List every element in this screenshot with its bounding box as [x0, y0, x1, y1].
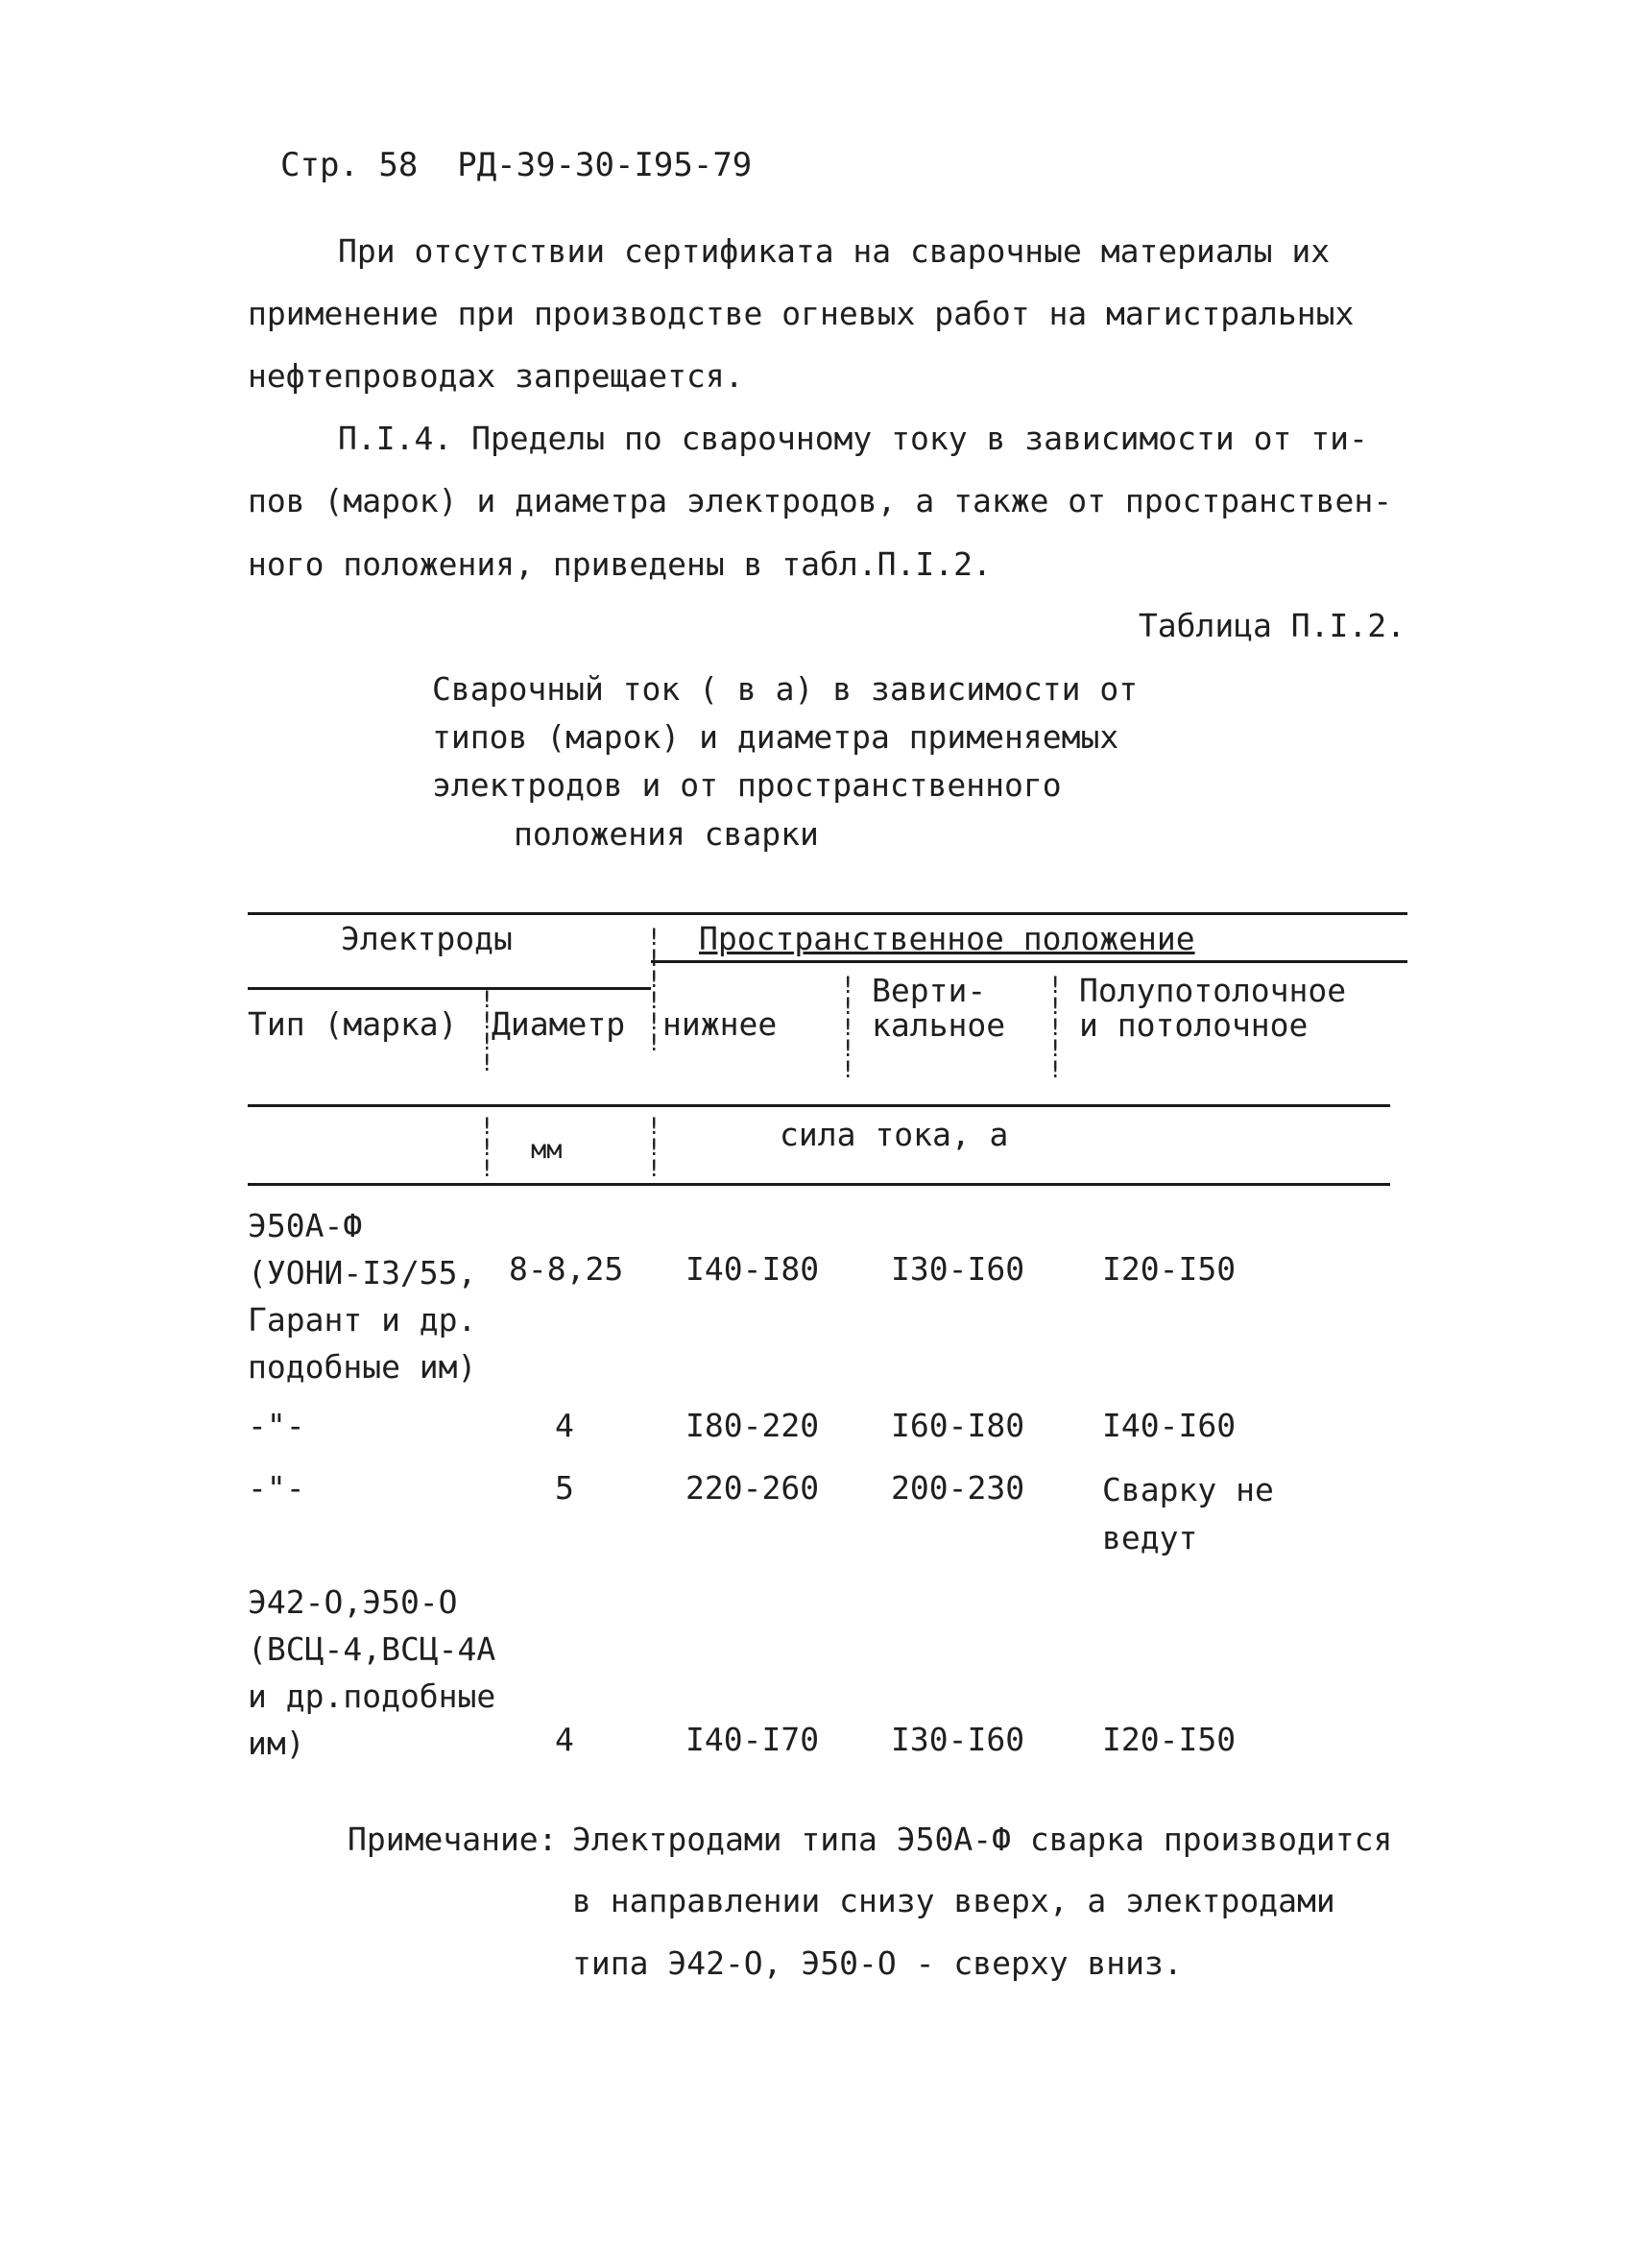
caption-line: типов (марок) и диаметра применяемых: [432, 718, 1119, 756]
column-separator: ! ! ! !: [480, 986, 494, 1076]
column-separator: ! ! !: [647, 1113, 661, 1182]
cell-diameter: 4: [555, 1721, 574, 1758]
column-header-vertical: кальное: [872, 1006, 1006, 1044]
intro-line: нефтепроводах запрещается.: [248, 357, 744, 395]
table-rule-top: [248, 912, 1407, 915]
cell-vertical: I60-I80: [891, 1407, 1025, 1444]
type-line: Э50А-Ф: [248, 1207, 363, 1244]
type-line: Гарант и др.: [248, 1301, 477, 1339]
column-header-vertical: Верти-: [872, 972, 987, 1009]
column-header-type: Тип (марка): [248, 1005, 458, 1043]
unit-diameter: мм: [531, 1135, 563, 1165]
cell-vertical: I30-I60: [891, 1721, 1025, 1758]
note-line: типа Э42-О, Э50-О - сверху вниз.: [572, 1944, 1183, 1982]
type-line: (УОНИ-I3/55,: [248, 1254, 477, 1291]
type-line: Э42-О,Э50-О: [248, 1583, 458, 1621]
caption-line: электродов и от пространственного: [432, 766, 1062, 804]
clause-line: пов (марок) и диаметра электродов, а также от пространствен-: [248, 482, 1393, 519]
type-line: (ВСЦ-4,ВСЦ-4А: [248, 1630, 496, 1668]
type-line: им): [248, 1725, 305, 1762]
clause-line: П.I.4. Пределы по сварочному току в зависимости от ти-: [338, 420, 1368, 457]
group-header-position: Пространственное положение: [699, 920, 1195, 957]
cell-overhead: I20-I50: [1102, 1721, 1237, 1758]
cell-type: [248, 1579, 495, 1767]
cell-overhead: Сварку не: [1102, 1471, 1274, 1508]
column-header-bottom: нижнее: [662, 1005, 778, 1043]
cell-vertical: I30-I60: [891, 1250, 1025, 1288]
cell-bottom: I40-I70: [685, 1721, 820, 1758]
unit-current: сила тока, а: [780, 1116, 1009, 1153]
table-rule-group-left: [248, 987, 651, 990]
note-line: Электродами типа Э50А-Ф сварка производится: [572, 1821, 1393, 1858]
type-line: подобные им): [248, 1348, 477, 1386]
column-separator: ! ! ! ! !: [841, 972, 855, 1083]
table-rule-group: [651, 960, 1407, 963]
cell-diameter: 8-8,25: [509, 1250, 624, 1288]
column-header-diameter: Диаметр: [492, 1005, 626, 1043]
caption-line: положения сварки: [514, 815, 819, 853]
note-line: в направлении снизу вверх, а электродами: [572, 1882, 1335, 1919]
cell-overhead: ведут: [1102, 1519, 1198, 1556]
type-line: и др.подобные: [248, 1677, 496, 1715]
clause-line: ного положения, приведены в табл.П.I.2.: [248, 545, 992, 583]
cell-bottom: I80-220: [685, 1407, 820, 1444]
cell-bottom: I40-I80: [685, 1250, 820, 1288]
cell-type: -"-: [248, 1469, 305, 1507]
column-header-overhead: и потолочное: [1079, 1006, 1309, 1044]
table-rule-header: [248, 1104, 1390, 1107]
cell-vertical: 200-230: [891, 1469, 1025, 1507]
column-separator: ! ! ! ! ! !: [647, 924, 661, 1056]
group-header-electrodes: Электроды: [341, 920, 513, 957]
cell-type: [248, 1202, 476, 1390]
note-label: Примечание:: [348, 1821, 558, 1858]
cell-diameter: 4: [555, 1407, 574, 1444]
column-separator: ! ! ! ! !: [1048, 972, 1063, 1083]
cell-bottom: 220-260: [685, 1469, 820, 1507]
column-separator: ! ! !: [480, 1113, 494, 1182]
cell-type: -"-: [248, 1407, 305, 1444]
intro-line: При отсутствии сертификата на сварочные материалы их: [338, 232, 1331, 270]
caption-line: Сварочный ток ( в а) в зависимости от: [432, 670, 1139, 708]
intro-line: применение при производстве огневых работ на магистральных: [248, 295, 1355, 332]
table-rule-units: [248, 1183, 1390, 1186]
cell-overhead: I40-I60: [1102, 1407, 1237, 1444]
column-header-overhead: Полупотолочное: [1079, 972, 1347, 1009]
cell-diameter: 5: [555, 1469, 574, 1507]
cell-overhead: I20-I50: [1102, 1250, 1237, 1288]
page-header: Стр. 58 РД-39-30-I95-79: [280, 146, 753, 184]
table-label: Таблица П.I.2.: [1138, 607, 1406, 644]
